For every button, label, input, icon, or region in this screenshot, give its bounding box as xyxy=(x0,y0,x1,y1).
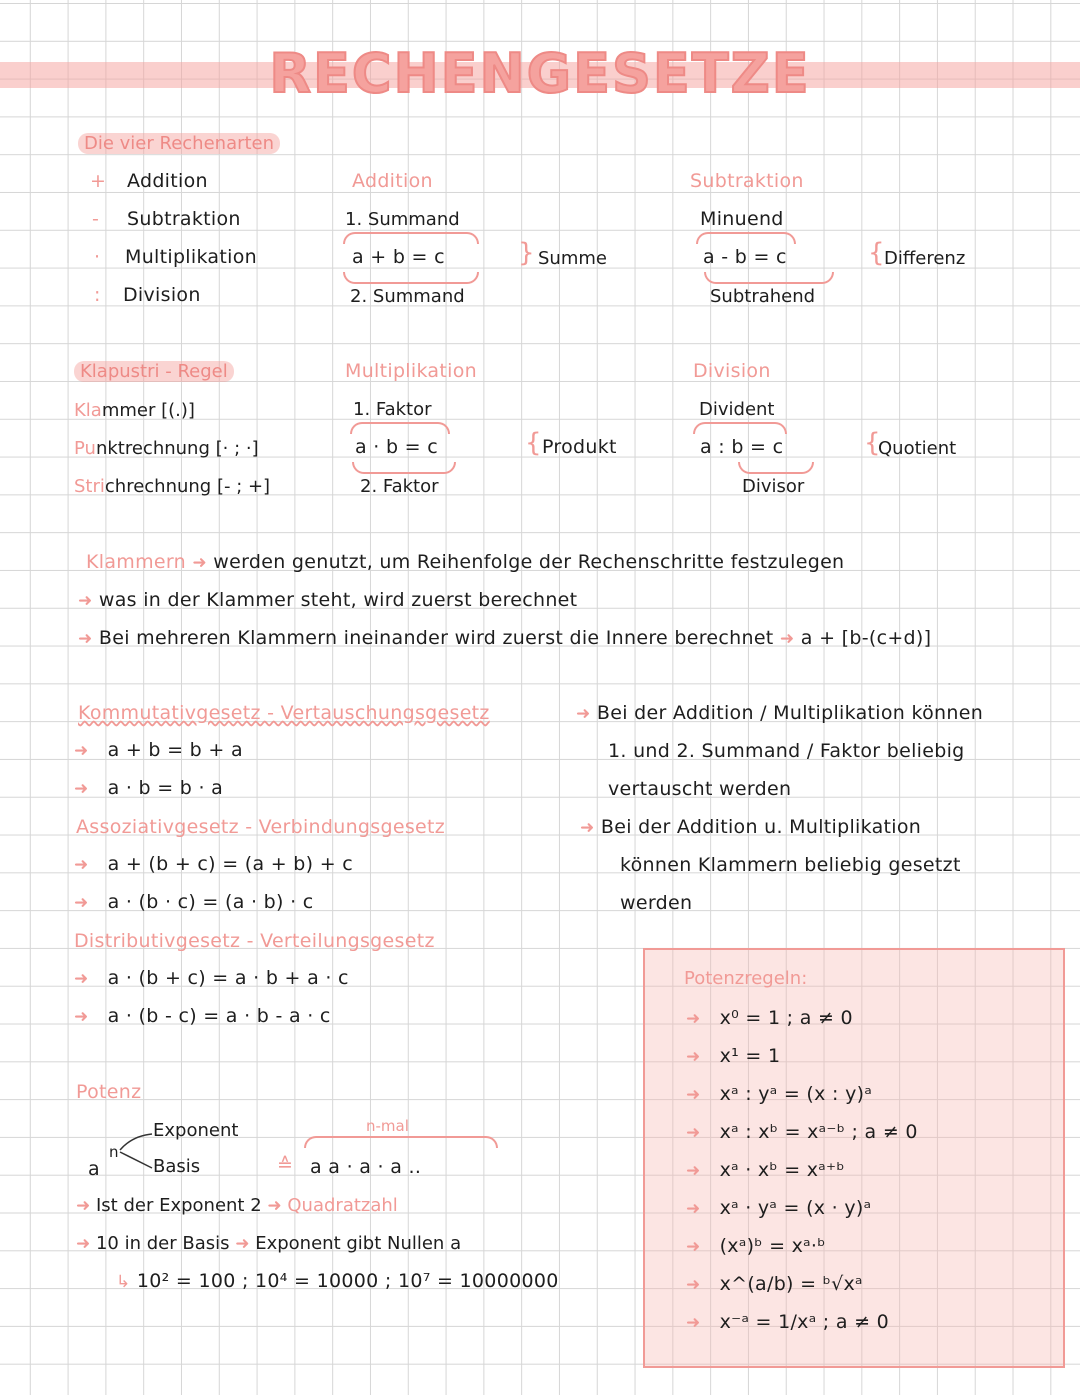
potenz-nmal-brace xyxy=(304,1136,498,1148)
klammern-line-1: Klammern ➜ werden genutzt, um Reihenfolge der Rechenschritte festzulegen xyxy=(86,551,845,573)
kommutativ-formula-1: ➜ a + b = b + a xyxy=(74,739,243,761)
kommutativ-formula-2: ➜ a · b = b · a xyxy=(74,777,224,799)
subtraktion-heading: Subtraktion xyxy=(690,170,804,192)
assoziativ-note-2: können Klammern beliebig gesetzt xyxy=(620,854,961,876)
arrow-right-icon: ➜ xyxy=(74,779,89,799)
addition-result: Summe xyxy=(538,248,607,269)
potenz-exp: n xyxy=(109,1143,119,1161)
arrow-right-icon: ➜ xyxy=(686,1275,701,1295)
addition-bottom-brace xyxy=(343,272,479,284)
colon-symbol: : xyxy=(94,284,101,306)
division-heading: Division xyxy=(693,360,771,382)
kommutativ-note-1: ➜ Bei der Addition / Multiplikation können xyxy=(576,702,984,724)
subtraktion-bottom-label: Subtrahend xyxy=(710,286,816,307)
subtraktion-top-brace xyxy=(696,232,796,244)
arrow-right-icon: ➜ xyxy=(686,1161,701,1181)
distributiv-formula-1: ➜ a · (b + c) = a · b + a · c xyxy=(74,967,349,989)
rechenart-subtraktion: Subtraktion xyxy=(127,208,241,230)
addition-heading: Addition xyxy=(352,170,433,192)
addition-formula: a + b = c xyxy=(352,246,445,268)
arrow-right-icon: ➜ xyxy=(76,1196,91,1216)
arrow-right-icon: ➜ xyxy=(74,1007,89,1027)
multiplikation-top-brace xyxy=(350,422,450,434)
assoziativ-note-3: werden xyxy=(620,892,693,914)
addition-top-label: 1. Summand xyxy=(345,209,460,230)
klapustri-line-klammer: Klammer [(.)] xyxy=(74,400,195,421)
division-curly-brace: { xyxy=(864,428,881,458)
rechenarten-heading: Die vier Rechenarten xyxy=(78,133,280,154)
arrow-right-icon: ➜ xyxy=(686,1123,701,1143)
potenzregel-4: ➜ xᵃ : xᵇ = xᵃ⁻ᵇ ; a ≠ 0 xyxy=(686,1121,918,1143)
subtraktion-bottom-brace xyxy=(704,272,834,284)
multiplikation-bottom-label: 2. Faktor xyxy=(360,476,439,497)
multiplikation-top-label: 1. Faktor xyxy=(353,399,432,420)
potenz-line-3: ↳ 10² = 100 ; 10⁴ = 10000 ; 10⁷ = 10000000 xyxy=(116,1270,559,1292)
potenzregel-2: ➜ x¹ = 1 xyxy=(686,1045,781,1067)
potenz-heading: Potenz xyxy=(76,1081,142,1103)
assoziativ-heading: Assoziativgesetz - Verbindungsgesetz xyxy=(76,816,446,838)
return-arrow-icon: ↳ xyxy=(116,1272,131,1292)
potenz-line-1: ➜ Ist der Exponent 2 ➜ Quadratzahl xyxy=(76,1195,398,1216)
arrow-right-icon: ➜ xyxy=(686,1199,701,1219)
arrow-right-icon: ➜ xyxy=(74,893,89,913)
division-top-brace xyxy=(693,422,787,434)
plus-symbol: + xyxy=(90,170,107,192)
division-bottom-brace xyxy=(738,462,814,474)
arrow-right-icon: ➜ xyxy=(78,591,93,611)
assoziativ-formula-1: ➜ a + (b + c) = (a + b) + c xyxy=(74,853,354,875)
division-bottom-label: Divisor xyxy=(742,476,805,497)
klapustri-line-punkt: Punktrechnung [· ; ·] xyxy=(74,438,259,459)
potenzregel-7: ➜ (xᵃ)ᵇ = xᵃ·ᵇ xyxy=(686,1235,826,1257)
arrow-right-icon: ➜ xyxy=(686,1047,701,1067)
potenzregel-9: ➜ x⁻ᵃ = 1/xᵃ ; a ≠ 0 xyxy=(686,1311,890,1333)
minus-symbol: - xyxy=(92,208,100,230)
potenzregel-5: ➜ xᵃ · xᵇ = xᵃ⁺ᵇ xyxy=(686,1159,845,1181)
potenz-exponent-label: Exponent xyxy=(153,1120,239,1141)
addition-bottom-label: 2. Summand xyxy=(350,286,465,307)
potenz-expansion: a a · a · a .. xyxy=(310,1156,422,1178)
arrow-right-icon: ➜ xyxy=(779,629,795,649)
division-formula: a : b = c xyxy=(700,436,784,458)
assoziativ-note-1: ➜ Bei der Addition u. Multiplikation xyxy=(580,816,922,838)
dot-symbol: · xyxy=(94,246,101,268)
potenz-base: a xyxy=(88,1158,100,1180)
potenz-line-2: ➜ 10 in der Basis ➜ Exponent gibt Nullen a xyxy=(76,1233,462,1254)
arrow-right-icon: ➜ xyxy=(267,1196,282,1216)
arrow-right-icon: ➜ xyxy=(686,1085,701,1105)
klammern-line-3: ➜ Bei mehreren Klammern ineinander wird zuerst die Innere berechnet ➜ a + [b-(c+d)] xyxy=(78,627,932,649)
arrow-right-icon: ➜ xyxy=(78,629,93,649)
page-title: RECHENGESETZE xyxy=(269,42,811,105)
arrow-right-icon: ➜ xyxy=(192,553,207,573)
subtraktion-top-label: Minuend xyxy=(700,208,784,230)
potenzregeln-heading: Potenzregeln: xyxy=(684,968,808,989)
potenzregel-6: ➜ xᵃ · yᵃ = (x · y)ᵃ xyxy=(686,1197,872,1219)
arrow-right-icon: ➜ xyxy=(686,1313,701,1333)
potenz-pointer-lines xyxy=(118,1128,158,1174)
potenzregel-1: ➜ x⁰ = 1 ; a ≠ 0 xyxy=(686,1007,853,1029)
subtraktion-result: Differenz xyxy=(884,248,966,269)
assoziativ-formula-2: ➜ a · (b · c) = (a · b) · c xyxy=(74,891,314,913)
arrow-right-icon: ➜ xyxy=(74,741,89,761)
multiplikation-bottom-brace xyxy=(352,462,456,474)
arrow-right-icon: ➜ xyxy=(686,1009,701,1029)
kommutativ-heading: Kommutativgesetz - Vertauschungsgesetz xyxy=(78,702,490,724)
arrow-right-icon: ➜ xyxy=(580,818,595,838)
potenz-basis-label: Basis xyxy=(153,1156,201,1177)
subtraktion-formula: a - b = c xyxy=(703,246,787,268)
multiplikation-heading: Multiplikation xyxy=(345,360,477,382)
multiplikation-result: Produkt xyxy=(542,436,617,458)
klapustri-heading: Klapustri - Regel xyxy=(74,361,234,382)
arrow-right-icon: ➜ xyxy=(686,1237,701,1257)
arrow-right-icon: ➜ xyxy=(74,969,89,989)
rechenart-division: Division xyxy=(123,284,201,306)
klapustri-line-strich: Strichrechnung [- ; +] xyxy=(74,476,271,497)
arrow-right-icon: ➜ xyxy=(74,855,89,875)
addition-curly-brace: } xyxy=(518,238,535,268)
arrow-right-icon: ➜ xyxy=(76,1234,91,1254)
rechenart-addition: Addition xyxy=(127,170,208,192)
potenz-nmal: n-mal xyxy=(366,1117,409,1135)
distributiv-formula-2: ➜ a · (b - c) = a · b - a · c xyxy=(74,1005,331,1027)
addition-top-brace xyxy=(343,232,479,244)
klammern-line-2: ➜ was in der Klammer steht, wird zuerst berechnet xyxy=(78,589,578,611)
kommutativ-note-3: vertauscht werden xyxy=(608,778,792,800)
arrow-right-icon: ➜ xyxy=(576,704,591,724)
division-result: Quotient xyxy=(878,438,957,459)
potenzregel-3: ➜ xᵃ : yᵃ = (x : y)ᵃ xyxy=(686,1083,873,1105)
arrow-right-icon: ➜ xyxy=(235,1234,250,1254)
multiplikation-curly-brace: { xyxy=(525,428,542,458)
potenz-equiv: ≙ xyxy=(277,1154,294,1176)
multiplikation-formula: a · b = c xyxy=(355,436,438,458)
distributiv-heading: Distributivgesetz - Verteilungsgesetz xyxy=(74,930,435,952)
division-top-label: Divident xyxy=(699,399,775,420)
rechenart-multiplikation: Multiplikation xyxy=(125,246,257,268)
kommutativ-note-2: 1. und 2. Summand / Faktor beliebig xyxy=(608,740,965,762)
potenzregel-8: ➜ x^(a/b) = ᵇ√xᵃ xyxy=(686,1273,863,1295)
subtraktion-curly-brace: { xyxy=(868,238,885,268)
